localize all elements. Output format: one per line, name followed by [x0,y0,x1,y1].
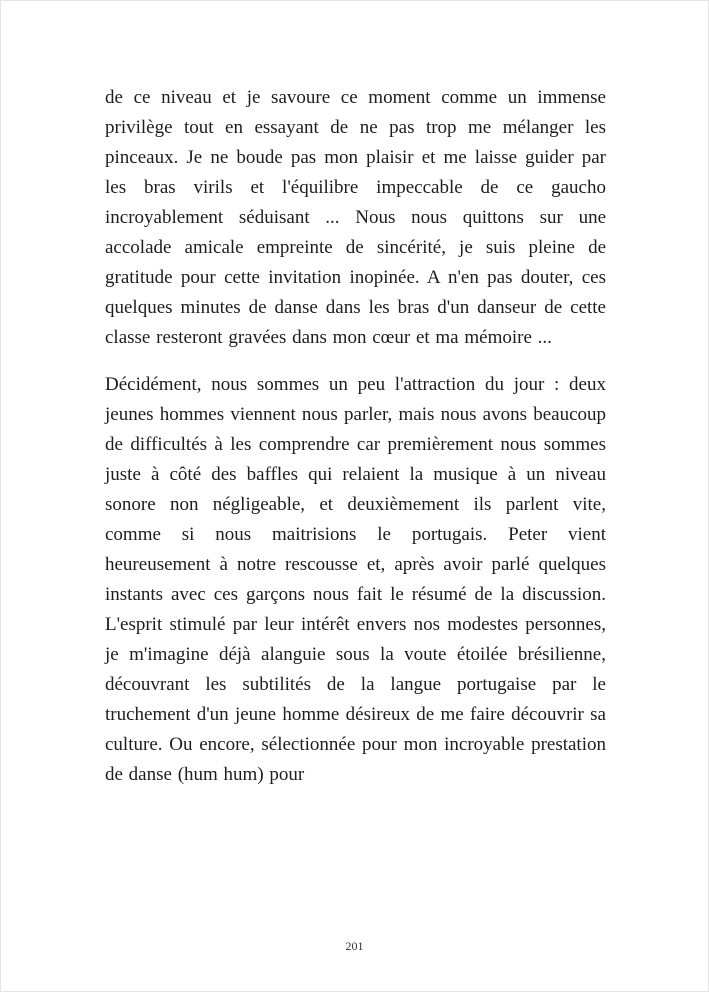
paragraph: Décidément, nous sommes un peu l'attraction du jour : deux jeunes hommes viennent nous parler, mais nous avons beaucoup de difficultés à les comprendre car premièrement nous sommes juste à côté des baffles qui relaient la musique à un niveau sonore non négligeable, et deuxièmement ils parlent vite, comme si nous maitrisions le portugais. Peter vient heureusement à notre rescousse et, après avoir parlé quelques instants avec ces garçons nous fait le résumé de la discussion. L'esprit stimulé par leur intérêt envers nos modestes personnes, je m'imagine déjà alanguie sous la voute étoilée brésilienne, découvrant les subtilités de la langue portugaise par le truchement d'un jeune homme désireux de me faire découvrir sa culture. Ou encore, sélectionnée pour mon incroyable prestation de danse (hum hum) pour [105,374,606,785]
paragraph: de ce niveau et je savoure ce moment comme un immense privilège tout en essayant de ne pas trop me mélanger les pinceaux. Je ne boude pas mon plaisir et me laisse guider par les bras virils et l'équilibre impeccable de ce gaucho incroyablement séduisant ... Nous nous quittons sur une accolade amicale empreinte de sincérité, je suis pleine de gratitude pour cette invitation inopinée. A n'en pas douter, ces quelques minutes de danse dans les bras d'un danseur de cette classe resteront gravées dans mon cœur et ma mémoire ... [105,87,606,348]
page-number: 201 [345,939,364,953]
body-text [105,83,606,790]
